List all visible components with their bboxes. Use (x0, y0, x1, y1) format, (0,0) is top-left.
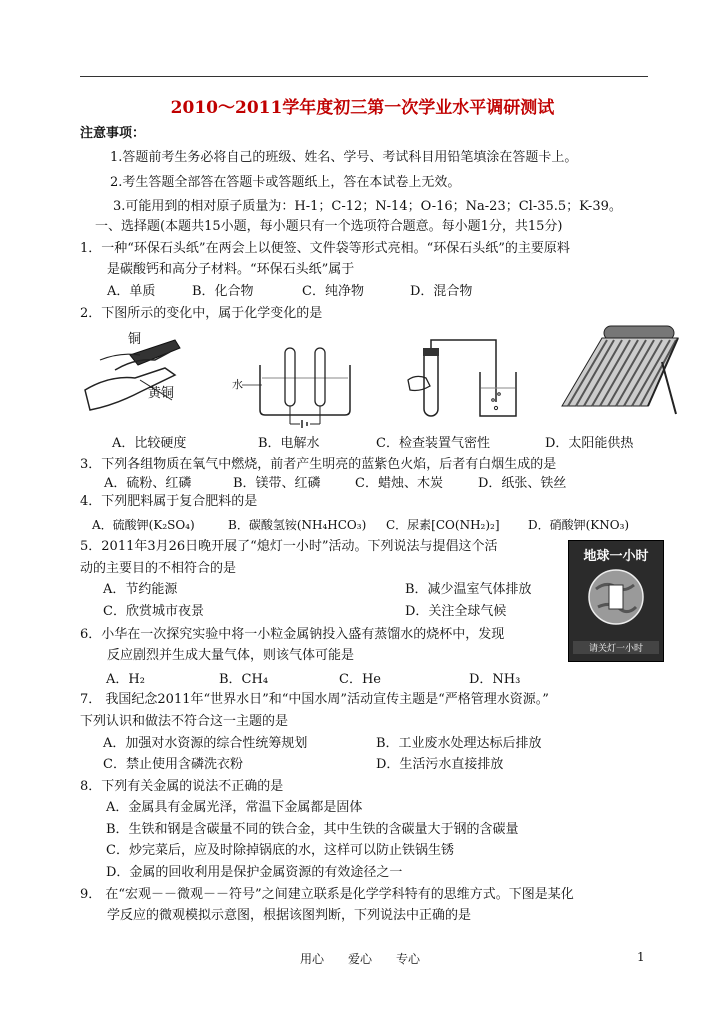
q9-line2: 学反应的微观模拟示意图，根据该图判断，下列说法中正确的是 (107, 908, 472, 923)
q1-option-c: C．纯净物 (302, 284, 364, 299)
q8-option-a: A．金属具有金属光泽，常温下金属都是固体 (106, 800, 363, 815)
q1-line1: 1．一种“环保石头纸”在两会上以便签、文件袋等形式亮相。“环保石头纸”的主要原料 (80, 241, 570, 256)
footer-motto: 用心 爱心 专心 (300, 952, 421, 966)
label-brass: 黄铜 (148, 386, 175, 401)
notice-item-3: 3.可能用到的相对原子质量为：H-1；C-12；N-14；O-16；Na-23；Cl-35.5；K-39。 (113, 199, 622, 214)
q5-line1: 5．2011年3月26日晚开展了“熄灯一小时”活动。下列说法与提倡这个活 (80, 539, 498, 554)
label-copper: 铜 (128, 332, 142, 347)
q2-option-d: D．太阳能供热 (545, 436, 634, 451)
q5-option-d: D．关注全球气候 (405, 604, 507, 619)
poster-bottom-text: 请关灯一小时 (573, 641, 659, 654)
q8-option-b: B．生铁和钢是含碳量不同的铁合金，其中生铁的含碳量大于钢的含碳量 (106, 822, 519, 837)
q3-option-d: D．纸张、铁丝 (478, 476, 567, 491)
globe-icon (586, 567, 646, 627)
q2-option-b: B．电解水 (258, 436, 320, 451)
q6-option-c: C．He (339, 672, 381, 687)
earth-hour-poster (568, 540, 664, 662)
poster-title: 地球一小时 (583, 549, 649, 564)
q7-line1: 7． 我国纪念2011年“世界水日”和“中国水周”活动宣传主题是“严格管理水资源。” (80, 692, 549, 707)
q7-option-d: D．生活污水直接排放 (376, 757, 504, 772)
notice-item-1: 1.答题前考生务必将自己的班级、姓名、学号、考试科目用铅笔填涂在答题卡上。 (110, 150, 578, 165)
q6-line2: 反应剧烈并生成大量气体，则该气体可能是 (107, 648, 355, 663)
q4-option-d: D．硝酸钾(KNO₃) (528, 518, 630, 532)
electrolysis-figure (230, 340, 360, 430)
q1-line2: 是碳酸钙和高分子材料。“环保石头纸”属于 (107, 262, 355, 277)
q2-stem: 2．下图所示的变化中，属于化学变化的是 (80, 306, 323, 321)
notice-item-2: 2.考生答题全部答在答题卡或答题纸上，答在本试卷上无效。 (110, 175, 461, 190)
q3-option-a: A．硫粉、红磷 (104, 476, 192, 491)
page-title: 2010～2011学年度初三第一次学业水平调研测试 (170, 98, 555, 118)
q2-option-a: A．比较硬度 (112, 436, 187, 451)
airtightness-check-figure (398, 330, 528, 425)
q7-line2: 下列认识和做法不符合这一主题的是 (80, 714, 289, 729)
q5-option-a: A．节约能源 (103, 582, 178, 597)
q3-option-b: B．镁带、红磷 (233, 476, 321, 491)
q7-option-a: A．加强对水资源的综合性统筹规划 (103, 736, 308, 751)
q4-option-b: B．碳酸氢铵(NH₄HCO₃) (228, 518, 367, 532)
solar-heater-figure (552, 322, 682, 422)
q8-stem: 8．下列有关金属的说法不正确的是 (80, 779, 284, 794)
q3-stem: 3．下列各组物质在氧气中燃烧，前者产生明亮的蓝紫色火焰，后者有白烟生成的是 (80, 457, 557, 472)
q6-line1: 6．小华在一次探究实验中将一小粒金属钠投入盛有蒸馏水的烧杯中，发现 (80, 627, 505, 642)
q4-stem: 4．下列肥料属于复合肥料的是 (80, 494, 258, 509)
q8-option-c: C．炒完菜后，应及时除掉锅底的水，这样可以防止铁锅生锈 (106, 843, 454, 858)
q5-option-b: B．减少温室气体排放 (405, 582, 532, 597)
q9-line1: 9． 在“宏观－－微观－－符号”之间建立联系是化学学科特有的思维方式。下图是某化 (80, 887, 574, 902)
q6-option-d: D．NH₃ (469, 672, 521, 687)
q8-option-d: D．金属的回收利用是保护金属资源的有效途径之一 (106, 865, 403, 880)
q1-option-a: A．单质 (107, 284, 156, 299)
q6-option-a: A．H₂ (106, 672, 145, 687)
q5-line2: 动的主要目的不相符合的是 (80, 561, 237, 576)
q4-option-c: C．尿素[CO(NH₂)₂] (386, 518, 500, 532)
q5-option-c: C．欣赏城市夜景 (103, 604, 204, 619)
page-number: 1 (637, 950, 645, 964)
label-water: 水 (232, 378, 243, 391)
section-heading: 一、选择题(本题共15小题，每小题只有一个选项符合题意。每小题1分，共15分) (95, 219, 563, 234)
q4-option-a: A．硫酸钾(K₂SO₄) (92, 518, 195, 532)
q1-option-d: D．混合物 (410, 284, 473, 299)
q7-option-c: C．禁止使用含磷洗衣粉 (103, 757, 243, 772)
q1-option-b: B．化合物 (192, 284, 254, 299)
q2-option-c: C．检查装置气密性 (376, 436, 490, 451)
notice-heading: 注意事项： (80, 126, 146, 141)
q6-option-b: B．CH₄ (219, 672, 269, 687)
q3-option-c: C．蜡烛、木炭 (355, 476, 443, 491)
q7-option-b: B．工业废水处理达标后排放 (376, 736, 542, 751)
header-rule (80, 76, 648, 77)
